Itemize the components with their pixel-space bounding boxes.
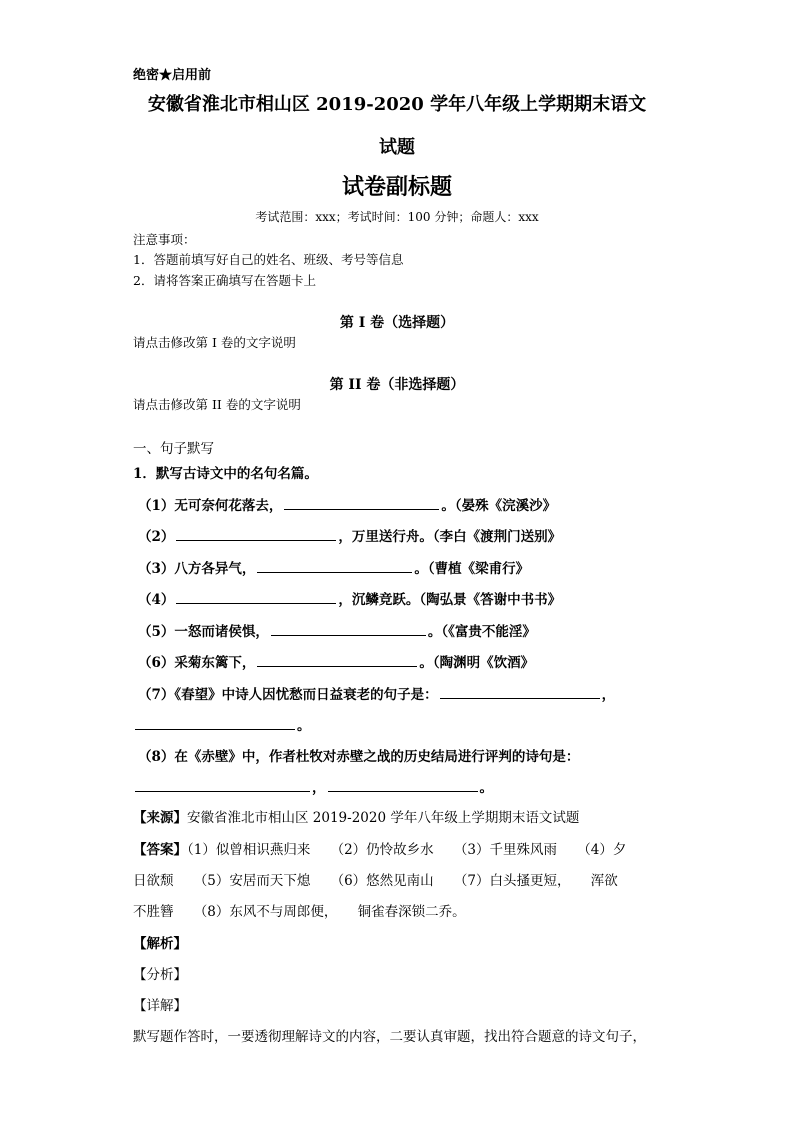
question-item-7-cont bbox=[133, 714, 311, 734]
exam-info: 考试范围：xxx；考试时间：100 分钟；命题人：xxx bbox=[255, 210, 539, 224]
item-text: ，沉鳞竞跃。（陶弘景《答谢中书书》 bbox=[338, 592, 562, 608]
volume1-desc[interactable]: 请点击修改第 I 卷的文字说明 bbox=[133, 335, 296, 350]
detail-text: 默写题作答时，一要透彻理解诗文的内容，二要认真审题，找出符合题意的诗文句子， bbox=[133, 1029, 646, 1045]
answer-blank[interactable] bbox=[328, 779, 478, 792]
question-item-8 bbox=[138, 745, 579, 765]
answer-blank[interactable] bbox=[176, 528, 336, 541]
item-text: （8）在《赤壁》中，作者杜牧对赤壁之战的历史结局进行评判的诗句是： bbox=[138, 749, 580, 765]
answer-blank[interactable] bbox=[284, 497, 439, 510]
breakdown-label: 【分析】 bbox=[133, 967, 187, 983]
item-text: （1）无可奈何花落去， bbox=[138, 498, 283, 514]
item-text: ，万里送行舟。（李白《渡荆门送别》 bbox=[338, 529, 562, 545]
item-text: 。（《富贵不能淫》 bbox=[427, 624, 536, 640]
answer-line-3: 不胜簪 （8）东风不与周郎便， 铜雀春深锁二乔。 bbox=[133, 904, 466, 920]
answer-label: 【答案】 bbox=[133, 842, 187, 858]
item-text: （3）八方各异气， bbox=[138, 561, 256, 577]
detail-label: 【详解】 bbox=[133, 998, 187, 1014]
question-item-8-cont bbox=[133, 776, 493, 796]
item-text: 。 bbox=[297, 718, 311, 734]
exam-title-line1: 安徽省淮北市相山区 2019-2020 学年八年级上学期期末语文 bbox=[147, 94, 647, 115]
notes-item-2: 2．请将答案正确填写在答题卡上 bbox=[133, 273, 316, 288]
volume1-title: 第 I 卷（选择题） bbox=[339, 315, 455, 331]
answer-blank[interactable] bbox=[257, 654, 417, 667]
question-item-2 bbox=[138, 525, 561, 545]
exam-title-line2: 试题 bbox=[379, 137, 415, 158]
source-line bbox=[133, 806, 579, 826]
source-text: 安徽省淮北市相山区 2019-2020 学年八年级上学期期末语文试题 bbox=[187, 810, 580, 826]
answer-blank[interactable] bbox=[135, 779, 310, 792]
section-title: 一、句子默写 bbox=[133, 441, 214, 457]
answer-line-2: 日欲颓 （5）安居而天下熄 （6）悠然见南山 （7）白头搔更短， 浑欲 bbox=[133, 873, 618, 889]
question-item-7 bbox=[138, 683, 615, 703]
item-text: （4） bbox=[138, 592, 175, 608]
item-text: （5）一怒而诸侯惧， bbox=[138, 624, 269, 640]
item-text: （6）采菊东篱下， bbox=[138, 655, 256, 671]
item-text: 。 bbox=[479, 780, 493, 796]
volume2-title: 第 II 卷（非选择题） bbox=[329, 377, 465, 393]
secret-label: 绝密★启用前 bbox=[133, 68, 212, 83]
question-item-1 bbox=[138, 494, 556, 514]
exam-subtitle: 试卷副标题 bbox=[341, 174, 452, 200]
answer-blank[interactable] bbox=[257, 560, 412, 573]
answer-blank[interactable] bbox=[271, 623, 426, 636]
answer-blank[interactable] bbox=[176, 591, 336, 604]
source-label: 【来源】 bbox=[133, 810, 187, 826]
notes-item-1: 1．答题前填写好自己的姓名、班级、考号等信息 bbox=[133, 252, 404, 267]
question-item-4 bbox=[138, 588, 561, 608]
answer-line-1 bbox=[133, 838, 626, 858]
notes-heading: 注意事项： bbox=[133, 232, 196, 247]
item-text: 。（晏殊《浣溪沙》 bbox=[441, 498, 557, 514]
analysis-label: 【解析】 bbox=[133, 936, 187, 952]
answer-text: （1）似曾相识燕归来 （2）仍怜故乡水 （3）千里殊风雨 （4）夕 bbox=[187, 842, 627, 858]
question-item-5 bbox=[138, 620, 536, 640]
item-text: 。（陶渊明《饮酒》 bbox=[419, 655, 535, 671]
item-text: （7）《春望》中诗人因忧愁而日益衰老的句子是： bbox=[138, 687, 438, 703]
answer-blank[interactable] bbox=[135, 717, 295, 730]
item-text: 。（曹植《梁甫行》 bbox=[414, 561, 530, 577]
item-text: ， bbox=[601, 687, 616, 703]
item-text: ， bbox=[312, 780, 326, 796]
question-1: 1．默写古诗文中的名句名篇。 bbox=[133, 466, 318, 482]
volume2-desc[interactable]: 请点击修改第 II 卷的文字说明 bbox=[133, 397, 301, 412]
question-item-3 bbox=[138, 557, 529, 577]
question-item-6 bbox=[138, 651, 534, 671]
answer-blank[interactable] bbox=[440, 686, 600, 699]
item-text: （2） bbox=[138, 529, 175, 545]
